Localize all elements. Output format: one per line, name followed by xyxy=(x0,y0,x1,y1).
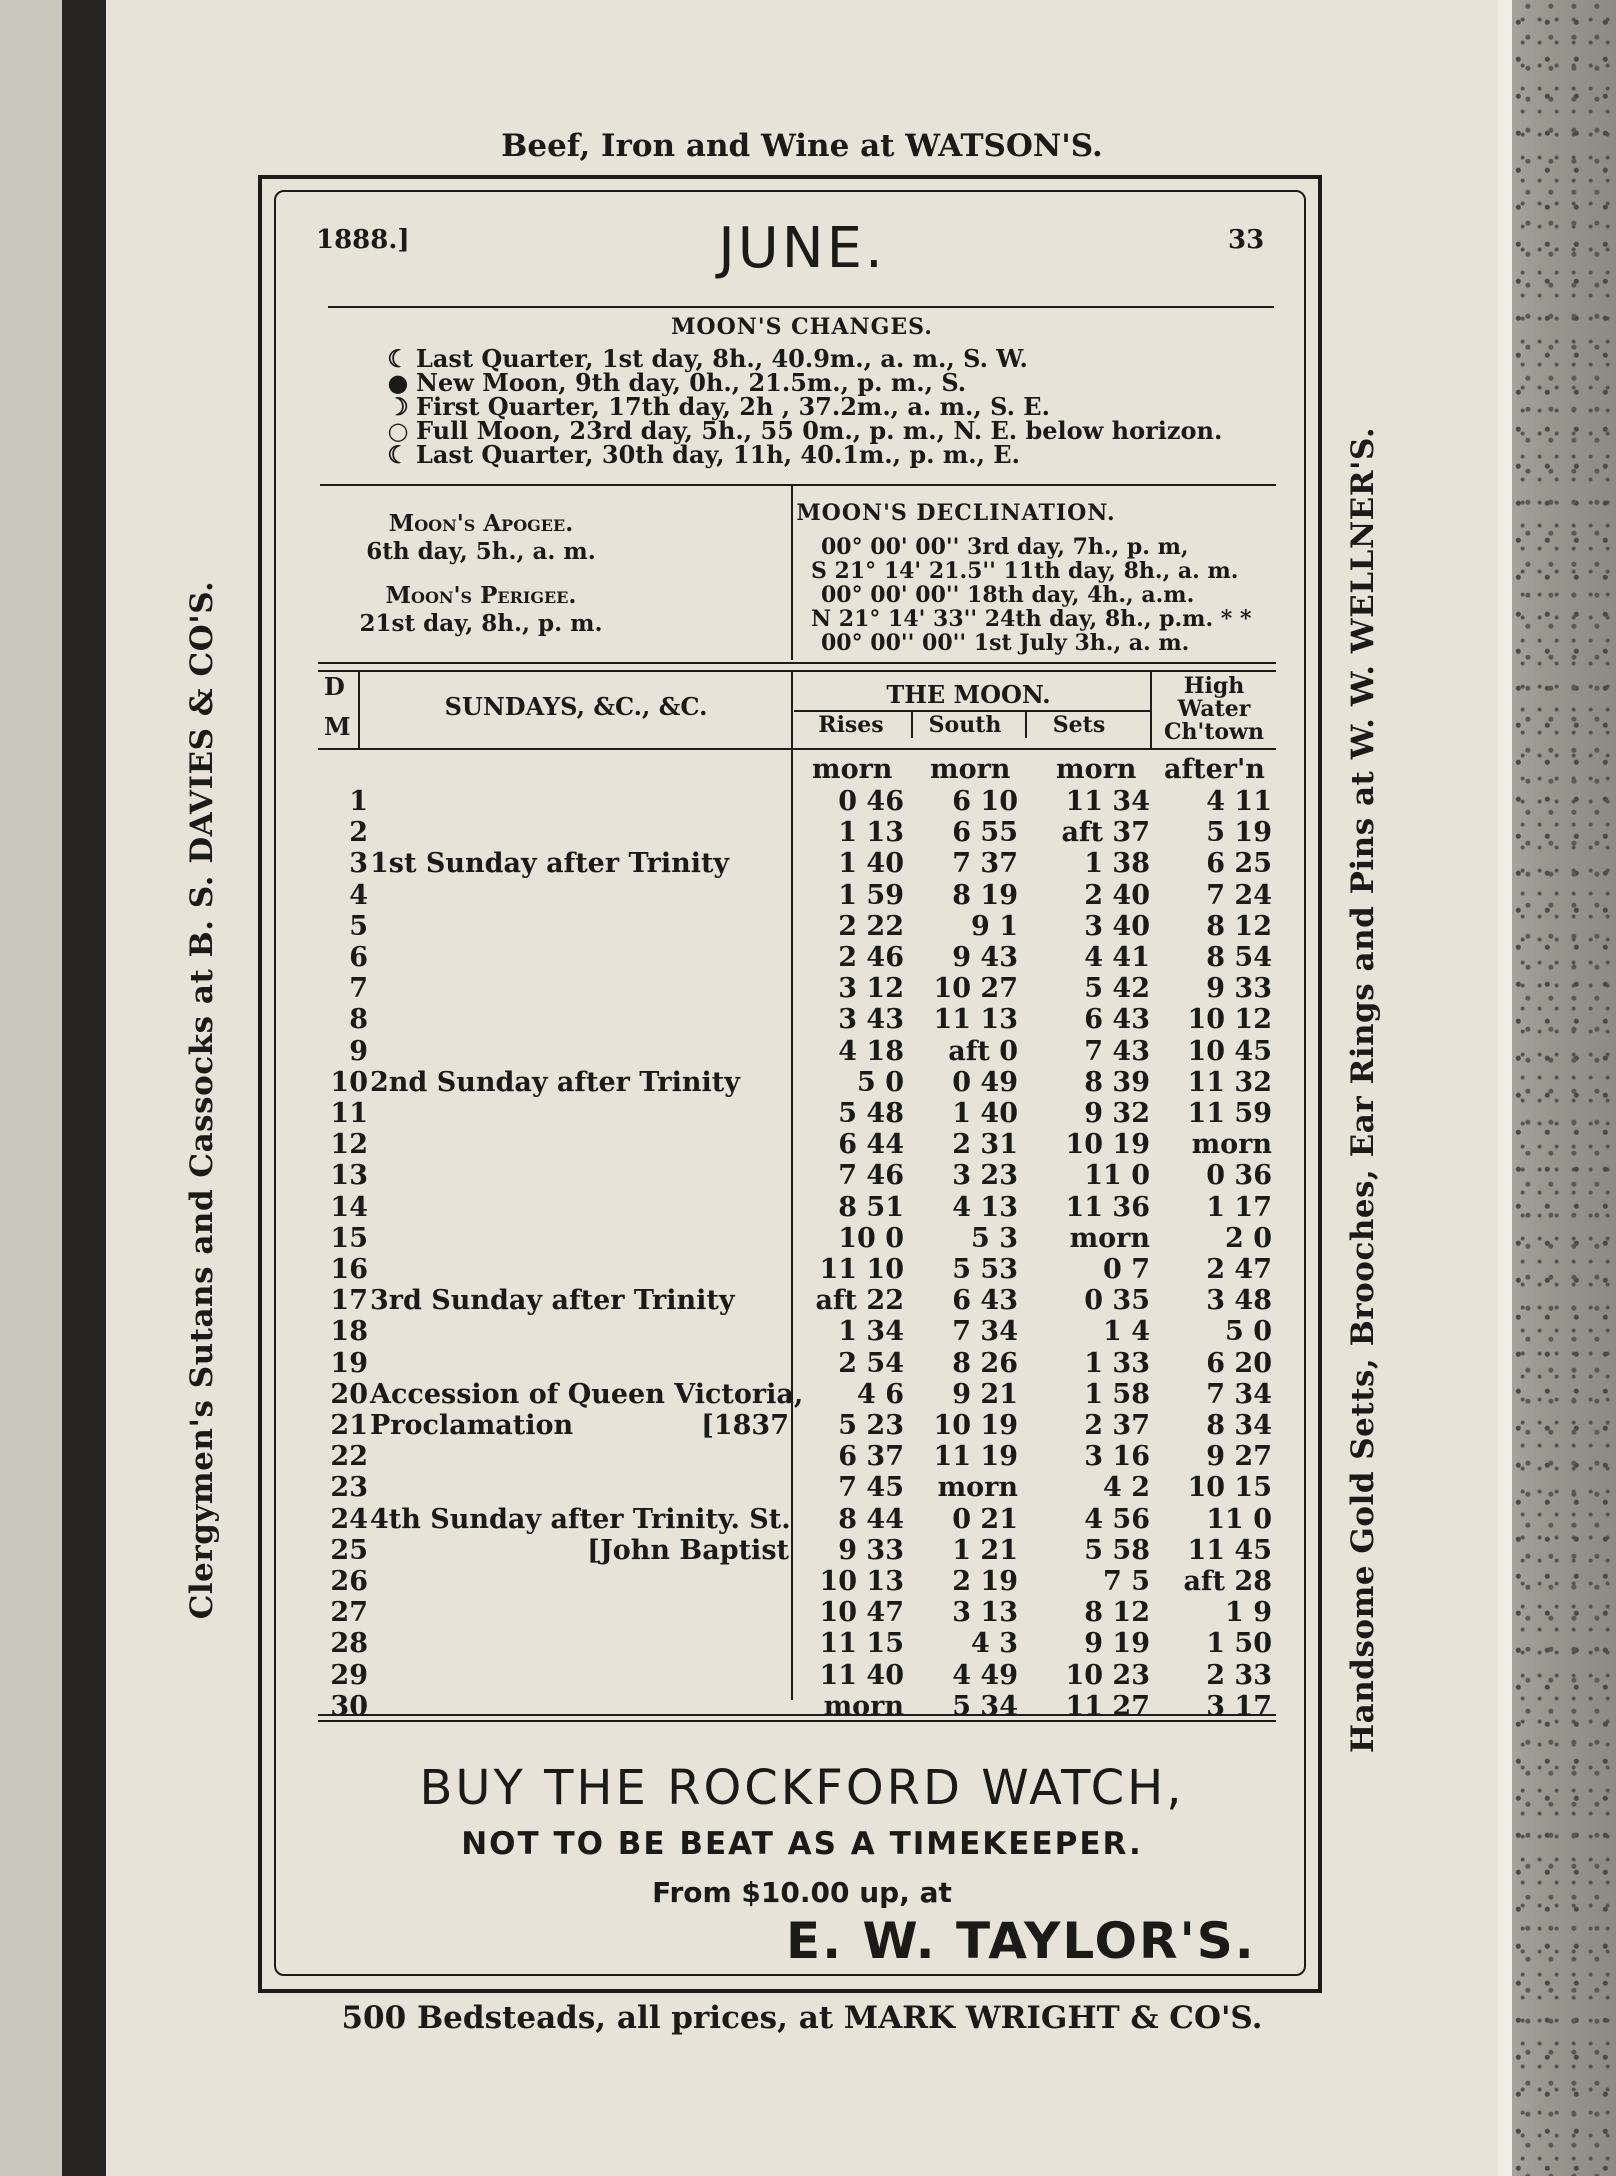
table-bottom-rule-1 xyxy=(318,1714,1276,1716)
sub-hw-aftern: after'n xyxy=(1164,754,1265,785)
moon-south: 1 40 xyxy=(952,1098,1018,1129)
moon-south: 5 53 xyxy=(952,1254,1018,1285)
moon-sets: 10 23 xyxy=(1065,1660,1150,1691)
moon-sets: 1 38 xyxy=(1084,848,1150,879)
sunday-event: 1st Sunday after Trinity xyxy=(370,848,730,879)
header-advertisement: Beef, Iron and Wine at WATSON'S. xyxy=(501,128,1103,164)
ad-price: From $10.00 up, at xyxy=(652,1876,952,1909)
day-number: 1 xyxy=(349,786,368,817)
day-number: 27 xyxy=(330,1597,368,1628)
declination-line: S 21° 14' 21.5'' 11th day, 8h., a. m. xyxy=(811,558,1239,584)
day-number: 21 xyxy=(330,1410,368,1441)
sub-sets-morn: morn xyxy=(1056,754,1137,785)
moon-sets: 6 43 xyxy=(1084,1004,1150,1035)
moon-south: 9 43 xyxy=(952,942,1018,973)
moon-sets: 4 2 xyxy=(1103,1472,1150,1503)
scan-margin-left xyxy=(0,0,62,2176)
moon-rises: 6 37 xyxy=(838,1441,904,1472)
moon-phase-icon: ○ xyxy=(387,416,409,445)
day-number: 24 xyxy=(330,1504,368,1535)
moon-perigee xyxy=(306,582,656,638)
moon-sets: 5 42 xyxy=(1084,973,1150,1004)
moon-header-rule xyxy=(794,710,1150,712)
header-day-d: D xyxy=(324,672,345,701)
moon-sets: 11 34 xyxy=(1065,786,1150,817)
moon-south: aft 0 xyxy=(948,1036,1018,1067)
day-number: 16 xyxy=(330,1254,368,1285)
high-water: 2 33 xyxy=(1206,1660,1272,1691)
declination-line: 00° 00' 00'' 3rd day, 7h., p. m, xyxy=(821,534,1189,560)
ad-rockford-watch: BUY THE ROCKFORD WATCH, xyxy=(419,1760,1185,1816)
day-number: 11 xyxy=(330,1098,368,1129)
moon-phase-icon: ☽ xyxy=(387,392,409,421)
moon-rises: 5 0 xyxy=(857,1067,904,1098)
title-rule xyxy=(328,306,1274,308)
day-number: 3 xyxy=(349,848,368,879)
right-side-advertisement: Handsome Gold Setts, Brooches, Ear Rings and Pins at W. W. WELLNER'S. xyxy=(1345,426,1381,1754)
moon-south: 4 3 xyxy=(971,1628,1018,1659)
high-water: 2 47 xyxy=(1206,1254,1272,1285)
moon-rises: 11 10 xyxy=(819,1254,904,1285)
high-water: 5 19 xyxy=(1206,817,1272,848)
sub-south-morn: morn xyxy=(930,754,1011,785)
perigee-value: 21st day, 8h., p. m. xyxy=(359,610,603,637)
moon-phase-icon: ☾ xyxy=(387,344,409,373)
day-number: 17 xyxy=(330,1285,368,1316)
moon-south: 3 23 xyxy=(952,1160,1018,1191)
moon-south: 0 49 xyxy=(952,1067,1018,1098)
moon-rises: 3 43 xyxy=(838,1004,904,1035)
moon-phase-icon: ☾ xyxy=(387,440,409,469)
header-sundays: SUNDAYS, &C., &C. xyxy=(444,692,708,721)
moon-change-text: Last Quarter, 30th day, 11h, 40.1m., p. m., E. xyxy=(416,440,1020,469)
high-water: 0 36 xyxy=(1206,1160,1272,1191)
day-number: 12 xyxy=(330,1129,368,1160)
sunday-event: Accession of Queen Victoria, xyxy=(370,1379,804,1410)
header-high-water-1: High xyxy=(1183,673,1245,699)
day-number: 20 xyxy=(330,1379,368,1410)
moon-south: 6 55 xyxy=(952,817,1018,848)
header-day-m: M xyxy=(324,712,351,741)
moon-sets: 5 58 xyxy=(1084,1535,1150,1566)
moon-south: 11 13 xyxy=(933,1004,1018,1035)
moon-south: 11 19 xyxy=(933,1441,1018,1472)
declination-line: 00° 00' 00'' 18th day, 4h., a.m. xyxy=(821,582,1195,608)
moon-sets: 4 56 xyxy=(1084,1504,1150,1535)
moon-south: morn xyxy=(937,1472,1018,1503)
page-number: 33 xyxy=(1228,225,1265,255)
day-number: 5 xyxy=(349,911,368,942)
moon-south: 7 34 xyxy=(952,1316,1018,1347)
moon-sets: 8 39 xyxy=(1084,1067,1150,1098)
ad-timekeeper: NOT TO BE BEAT AS A TIMEKEEPER. xyxy=(461,1826,1143,1862)
moon-rises: 9 33 xyxy=(838,1535,904,1566)
high-water: 7 24 xyxy=(1206,880,1272,911)
moon-changes-title: MOON'S CHANGES. xyxy=(671,314,933,340)
table-bottom-rule-2 xyxy=(318,1720,1276,1722)
moon-change-text: Full Moon, 23rd day, 5h., 55 0m., p. m., N. E. below horizon. xyxy=(416,416,1223,445)
moon-changes-rule xyxy=(320,484,1276,486)
moon-south: 2 31 xyxy=(952,1129,1018,1160)
sunday-event: Proclamation xyxy=(370,1410,574,1441)
day-number: 22 xyxy=(330,1441,368,1472)
moon-south: 2 19 xyxy=(952,1566,1018,1597)
high-water: 7 34 xyxy=(1206,1379,1272,1410)
moon-sets: 8 12 xyxy=(1084,1597,1150,1628)
moon-sets: 9 19 xyxy=(1084,1628,1150,1659)
moon-rises: 11 15 xyxy=(819,1628,904,1659)
high-water: 6 20 xyxy=(1206,1348,1272,1379)
day-number: 28 xyxy=(330,1628,368,1659)
moon-rises: 1 40 xyxy=(838,848,904,879)
moon-rises: 10 13 xyxy=(819,1566,904,1597)
declination-line: 00° 00'' 00'' 1st July 3h., a. m. xyxy=(821,630,1190,656)
apogee-label: Moon's Apogee. xyxy=(388,510,574,537)
moon-south: 6 43 xyxy=(952,1285,1018,1316)
moon-south: 1 21 xyxy=(952,1535,1018,1566)
moon-rises: 2 22 xyxy=(838,911,904,942)
day-number: 13 xyxy=(330,1160,368,1191)
moon-sets: 11 27 xyxy=(1065,1691,1150,1722)
perigee-label: Moon's Perigee. xyxy=(385,582,577,609)
moon-rises: 11 40 xyxy=(819,1660,904,1691)
moon-south: 9 21 xyxy=(952,1379,1018,1410)
moon-sets: 1 58 xyxy=(1084,1379,1150,1410)
event-continuation: [John Baptist xyxy=(587,1535,789,1566)
moon-sets: 1 33 xyxy=(1084,1348,1150,1379)
high-water: morn xyxy=(1191,1129,1272,1160)
moon-rises: 3 12 xyxy=(838,973,904,1004)
high-water: 1 50 xyxy=(1206,1628,1272,1659)
moon-sets: 11 36 xyxy=(1065,1192,1150,1223)
ad-taylor: E. W. TAYLOR'S. xyxy=(786,1912,1256,1970)
moon-south: 7 37 xyxy=(952,848,1018,879)
high-water: 1 17 xyxy=(1206,1192,1272,1223)
apogee-value: 6th day, 5h., a. m. xyxy=(366,538,596,565)
day-number: 30 xyxy=(330,1691,368,1722)
header-the-moon: THE MOON. xyxy=(886,680,1051,709)
high-water: 8 54 xyxy=(1206,942,1272,973)
moon-sets: 2 37 xyxy=(1084,1410,1150,1441)
moon-rises: 7 46 xyxy=(838,1160,904,1191)
south-sets-divider xyxy=(1025,712,1027,738)
day-number: 25 xyxy=(330,1535,368,1566)
declination-title: MOON'S DECLINATION. xyxy=(796,500,1116,526)
header-sets: Sets xyxy=(1052,712,1106,738)
moon-south: 3 13 xyxy=(952,1597,1018,1628)
moon-rises: 7 45 xyxy=(838,1472,904,1503)
header-high-water-3: Ch'town xyxy=(1163,719,1264,745)
moon-sets: 9 32 xyxy=(1084,1098,1150,1129)
moon-rises: 1 13 xyxy=(838,817,904,848)
high-water: 8 34 xyxy=(1206,1410,1272,1441)
events-divider xyxy=(791,672,793,1700)
day-number: 10 xyxy=(330,1067,368,1098)
moon-sets: 0 7 xyxy=(1103,1254,1150,1285)
header-high-water-2: Water xyxy=(1177,696,1251,722)
table-top-rule-1 xyxy=(318,662,1276,664)
book-page-edges xyxy=(1498,0,1616,2176)
event-continuation: [1837 xyxy=(701,1410,789,1441)
high-water: 9 33 xyxy=(1206,973,1272,1004)
moon-south: 5 34 xyxy=(952,1691,1018,1722)
moon-rises: aft 22 xyxy=(815,1285,904,1316)
moon-sets: morn xyxy=(1069,1223,1150,1254)
sub-rises-morn: morn xyxy=(812,754,893,785)
day-number: 6 xyxy=(349,942,368,973)
day-number: 15 xyxy=(330,1223,368,1254)
high-water: 2 0 xyxy=(1225,1223,1272,1254)
day-number: 2 xyxy=(349,817,368,848)
left-side-advertisement: Clergymen's Sutans and Cassocks at B. S. DAVIES & CO'S. xyxy=(184,580,220,1620)
moon-apogee xyxy=(306,510,656,566)
high-water: 8 12 xyxy=(1206,911,1272,942)
moon-rises: 5 48 xyxy=(838,1098,904,1129)
header-rises: Rises xyxy=(818,712,884,738)
high-water: 10 15 xyxy=(1187,1472,1272,1503)
day-number: 9 xyxy=(349,1036,368,1067)
year-label: 1888.] xyxy=(316,225,410,255)
moon-change-text: Last Quarter, 1st day, 8h., 40.9m., a. m., S. W. xyxy=(416,344,1028,373)
month-title: JUNE. xyxy=(718,216,886,281)
high-water: 10 12 xyxy=(1187,1004,1272,1035)
high-water: 3 17 xyxy=(1206,1691,1272,1722)
day-number: 26 xyxy=(330,1566,368,1597)
moon-south: 4 13 xyxy=(952,1192,1018,1223)
high-water: 11 32 xyxy=(1187,1067,1272,1098)
moon-change-text: New Moon, 9th day, 0h., 21.5m., p. m., S. xyxy=(416,368,967,397)
moon-sets: 2 40 xyxy=(1084,880,1150,911)
moon-south: 6 10 xyxy=(952,786,1018,817)
declination-line: N 21° 14' 33'' 24th day, 8h., p.m. * * xyxy=(811,606,1252,632)
moon-south: 10 19 xyxy=(933,1410,1018,1441)
day-number: 23 xyxy=(330,1472,368,1503)
moon-rises: 6 44 xyxy=(838,1129,904,1160)
sunday-event: 4th Sunday after Trinity. St. xyxy=(370,1504,791,1535)
moon-sets: 7 43 xyxy=(1084,1036,1150,1067)
moon-rises: 2 46 xyxy=(838,942,904,973)
moon-rises: 2 54 xyxy=(838,1348,904,1379)
moon-south: 5 3 xyxy=(971,1223,1018,1254)
book-gutter xyxy=(62,0,106,2176)
sunday-event: 3rd Sunday after Trinity xyxy=(370,1285,735,1316)
moon-rises: 4 6 xyxy=(857,1379,904,1410)
moon-rises: 1 59 xyxy=(838,880,904,911)
moon-rises: 4 18 xyxy=(838,1036,904,1067)
day-number: 4 xyxy=(349,880,368,911)
high-water: 4 11 xyxy=(1206,786,1272,817)
high-water: 11 45 xyxy=(1187,1535,1272,1566)
moon-rises: 8 44 xyxy=(838,1504,904,1535)
high-water: 6 25 xyxy=(1206,848,1272,879)
moon-south: 0 21 xyxy=(952,1504,1018,1535)
moon-sets: 1 4 xyxy=(1103,1316,1150,1347)
moon-hw-divider xyxy=(1150,672,1152,748)
moon-south: 8 19 xyxy=(952,880,1018,911)
footer-advertisement: 500 Bedsteads, all prices, at MARK WRIGHT & CO'S. xyxy=(341,2000,1263,2036)
day-number: 18 xyxy=(330,1316,368,1347)
moon-phase-icon: ● xyxy=(387,368,409,397)
high-water: 3 48 xyxy=(1206,1285,1272,1316)
moon-sets: 3 40 xyxy=(1084,911,1150,942)
moon-south: 10 27 xyxy=(933,973,1018,1004)
moon-sets: 11 0 xyxy=(1084,1160,1150,1191)
almanac-page xyxy=(106,0,1498,2176)
high-water: 1 9 xyxy=(1225,1597,1272,1628)
moon-change-item xyxy=(386,440,1020,469)
moon-south: 4 49 xyxy=(952,1660,1018,1691)
moon-sets: 0 35 xyxy=(1084,1285,1150,1316)
moon-rises: 10 47 xyxy=(819,1597,904,1628)
high-water: 11 59 xyxy=(1187,1098,1272,1129)
moon-rises: 8 51 xyxy=(838,1192,904,1223)
moon-sets: 4 41 xyxy=(1084,942,1150,973)
high-water: 9 27 xyxy=(1206,1441,1272,1472)
moon-rises: 5 23 xyxy=(838,1410,904,1441)
high-water: aft 28 xyxy=(1183,1566,1272,1597)
table-top-rule-2 xyxy=(318,670,1276,672)
day-number: 14 xyxy=(330,1192,368,1223)
day-number: 19 xyxy=(330,1348,368,1379)
moon-sets: 3 16 xyxy=(1084,1441,1150,1472)
day-number: 29 xyxy=(330,1660,368,1691)
sunday-event: 2nd Sunday after Trinity xyxy=(370,1067,740,1098)
high-water: 11 0 xyxy=(1206,1504,1272,1535)
moon-sets: 7 5 xyxy=(1103,1566,1150,1597)
high-water: 10 45 xyxy=(1187,1036,1272,1067)
day-number: 8 xyxy=(349,1004,368,1035)
header-south: South xyxy=(928,712,1002,738)
day-number: 7 xyxy=(349,973,368,1004)
moon-south: 8 26 xyxy=(952,1348,1018,1379)
high-water: 5 0 xyxy=(1225,1316,1272,1347)
moon-sets: aft 37 xyxy=(1061,817,1150,848)
moon-south: 9 1 xyxy=(971,911,1018,942)
moon-rises: 0 46 xyxy=(838,786,904,817)
rises-south-divider xyxy=(911,712,913,738)
dm-divider xyxy=(358,672,360,748)
moon-rises: 1 34 xyxy=(838,1316,904,1347)
moon-rises: morn xyxy=(823,1691,904,1722)
page-edge-highlight xyxy=(1498,0,1512,2176)
moon-rises: 10 0 xyxy=(838,1223,904,1254)
moon-change-text: First Quarter, 17th day, 2h , 37.2m., a. m., S. E. xyxy=(416,392,1050,421)
table-header-bottom-rule xyxy=(318,748,1276,750)
moon-sets: 10 19 xyxy=(1065,1129,1150,1160)
